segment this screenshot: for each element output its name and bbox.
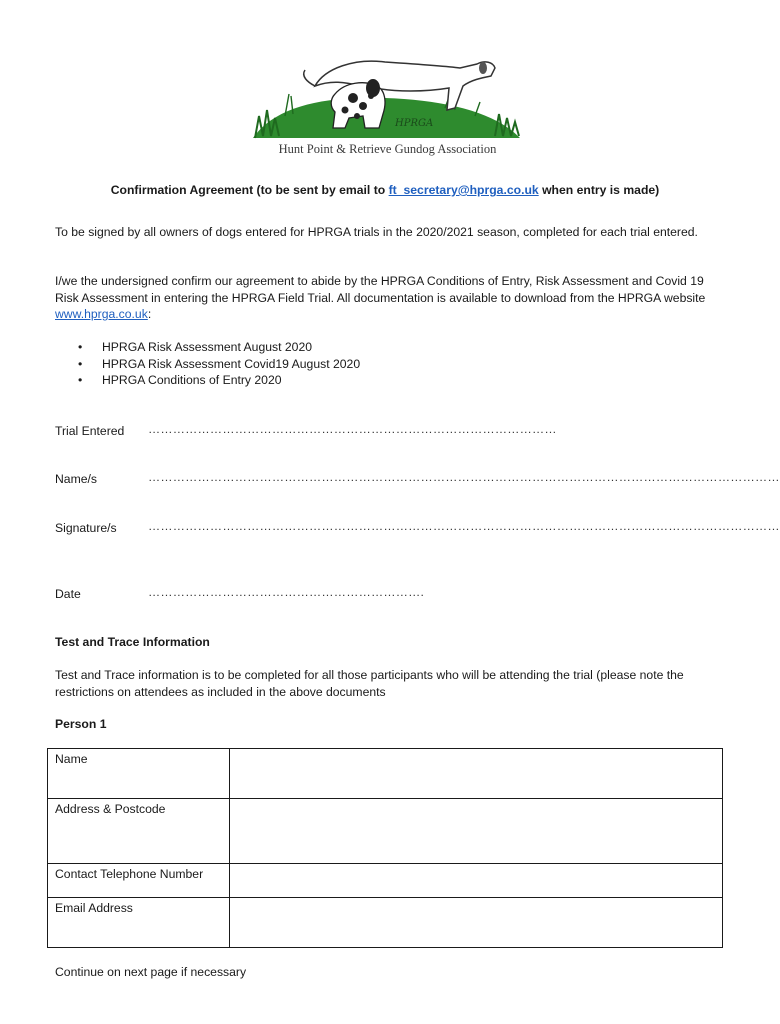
signature-label: Signature/s <box>55 521 117 535</box>
person-details-table <box>47 748 723 948</box>
date-label: Date <box>55 587 81 601</box>
trial-entered-field[interactable]: ……………………………………………………………………………………… <box>148 422 557 436</box>
address-label: Address & Postcode <box>48 799 230 864</box>
signature-field[interactable]: ……………………………………………………………………………………………………………………………………… <box>148 519 780 533</box>
table-row <box>48 864 723 898</box>
trial-entered-label: Trial Entered <box>55 424 125 438</box>
logo-caption: Hunt Point & Retrieve Gundog Association <box>278 142 497 156</box>
heading-prefix: Confirmation Agreement (to be sent by email to <box>110 183 389 197</box>
agreement-colon: : <box>147 307 152 322</box>
person-heading: Person 1 <box>55 717 107 731</box>
email-cell[interactable] <box>230 898 723 948</box>
table-row <box>48 898 723 948</box>
telephone-cell[interactable] <box>230 864 723 898</box>
website-link[interactable]: www.hprga.co.uk <box>55 307 148 322</box>
names-label: Name/s <box>55 472 97 486</box>
table-row <box>48 799 723 864</box>
continue-note: Continue on next page if necessary <box>55 965 247 979</box>
documents-list <box>78 339 360 389</box>
heading-suffix: when entry is made) <box>538 183 660 197</box>
trace-heading: Test and Trace Information <box>55 635 210 649</box>
list-item: • HPRGA Risk Assessment August 2020 <box>78 339 360 356</box>
telephone-label: Contact Telephone Number <box>48 864 230 898</box>
agreement-paragraph <box>55 273 720 323</box>
date-field[interactable]: …………………………………………………………. <box>148 585 425 599</box>
names-field[interactable]: ……………………………………………………………………………………………………………………………………… <box>148 470 780 484</box>
name-label: Name <box>48 749 230 799</box>
table-row <box>48 749 723 799</box>
trace-paragraph: Test and Trace information is to be completed for all those participants who will be attending the trial (please note the restrictions on attendees as included in the above documents <box>55 668 684 699</box>
address-cell[interactable] <box>230 799 723 864</box>
secretary-email-link[interactable]: ft_secretary@hprga.co.uk <box>388 183 539 197</box>
agreement-text: I/we the undersigned confirm our agreement to abide by the HPRGA Conditions of Entry, Risk Assessment and Covid 19 Risk Assessment in entering the HPRGA Field Trial. All documentation is available to download from the HPRGA website <box>55 274 706 305</box>
list-item: • HPRGA Risk Assessment Covid19 August 2020 <box>78 356 360 373</box>
confirmation-heading <box>40 183 730 197</box>
intro-paragraph: To be signed by all owners of dogs entered for HPRGA trials in the 2020/2021 season, completed for each trial entered. <box>55 225 698 239</box>
svg-text:HPRGA: HPRGA <box>395 118 434 129</box>
list-item: • HPRGA Conditions of Entry 2020 <box>78 372 360 389</box>
email-label: Email Address <box>48 898 230 948</box>
name-cell[interactable] <box>230 749 723 799</box>
